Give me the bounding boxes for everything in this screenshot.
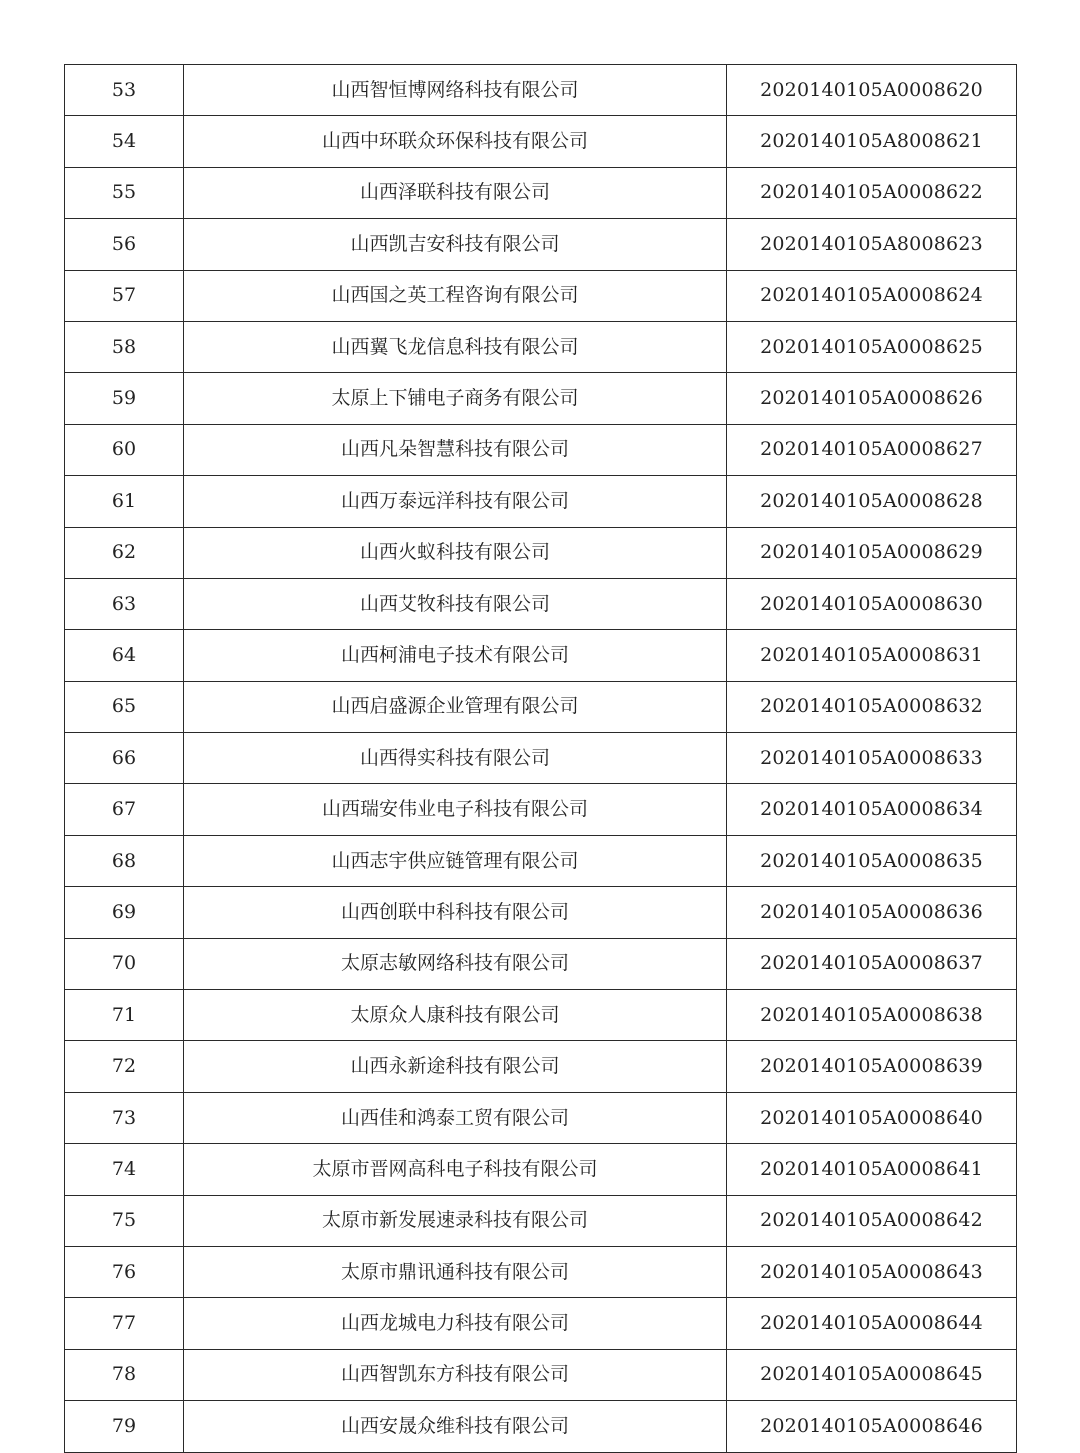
table-row	[65, 990, 1017, 1041]
company-name-cell: 太原市新发展速录科技有限公司	[184, 1195, 727, 1246]
registration-code-cell: 2020140105A0008624	[727, 270, 1017, 321]
company-name-cell: 山西中环联众环保科技有限公司	[184, 116, 727, 167]
registration-code-cell: 2020140105A0008631	[727, 630, 1017, 681]
table-row	[65, 938, 1017, 989]
registration-code-cell: 2020140105A0008638	[727, 990, 1017, 1041]
table-row	[65, 578, 1017, 629]
table-row	[65, 424, 1017, 475]
company-name-cell: 太原上下铺电子商务有限公司	[184, 373, 727, 424]
company-name-cell: 山西创联中科科技有限公司	[184, 887, 727, 938]
row-number-cell: 69	[65, 887, 184, 938]
table-row	[65, 476, 1017, 527]
company-name-cell: 太原众人康科技有限公司	[184, 990, 727, 1041]
company-name-cell: 太原志敏网络科技有限公司	[184, 938, 727, 989]
company-name-cell: 山西柯浦电子技术有限公司	[184, 630, 727, 681]
row-number-cell: 68	[65, 835, 184, 886]
row-number-cell: 70	[65, 938, 184, 989]
table-row	[65, 373, 1017, 424]
registration-code-cell: 2020140105A0008622	[727, 167, 1017, 218]
table-row	[65, 270, 1017, 321]
company-name-cell: 山西佳和鸿泰工贸有限公司	[184, 1092, 727, 1143]
table-row	[65, 733, 1017, 784]
company-name-cell: 山西万泰远洋科技有限公司	[184, 476, 727, 527]
row-number-cell: 71	[65, 990, 184, 1041]
company-name-cell: 山西得实科技有限公司	[184, 733, 727, 784]
row-number-cell: 54	[65, 116, 184, 167]
company-name-cell: 太原市晋网高科电子科技有限公司	[184, 1144, 727, 1195]
registration-code-cell: 2020140105A0008625	[727, 321, 1017, 372]
registration-code-cell: 2020140105A8008621	[727, 116, 1017, 167]
row-number-cell: 53	[65, 65, 184, 116]
registration-code-cell: 2020140105A0008634	[727, 784, 1017, 835]
row-number-cell: 74	[65, 1144, 184, 1195]
company-registry-table	[64, 64, 1017, 1453]
registration-code-cell: 2020140105A0008642	[727, 1195, 1017, 1246]
registration-code-cell: 2020140105A0008630	[727, 578, 1017, 629]
table-row	[65, 1246, 1017, 1297]
company-name-cell: 山西瑞安伟业电子科技有限公司	[184, 784, 727, 835]
registration-code-cell: 2020140105A0008635	[727, 835, 1017, 886]
registration-code-cell: 2020140105A0008629	[727, 527, 1017, 578]
row-number-cell: 63	[65, 578, 184, 629]
registration-code-cell: 2020140105A0008637	[727, 938, 1017, 989]
company-name-cell: 山西泽联科技有限公司	[184, 167, 727, 218]
row-number-cell: 64	[65, 630, 184, 681]
company-name-cell: 太原市鼎讯通科技有限公司	[184, 1246, 727, 1297]
row-number-cell: 76	[65, 1246, 184, 1297]
registration-code-cell: 2020140105A0008628	[727, 476, 1017, 527]
company-name-cell: 山西艾牧科技有限公司	[184, 578, 727, 629]
table-row	[65, 784, 1017, 835]
table-row	[65, 1298, 1017, 1349]
registration-code-cell: 2020140105A0008641	[727, 1144, 1017, 1195]
company-name-cell: 山西龙城电力科技有限公司	[184, 1298, 727, 1349]
table-row	[65, 835, 1017, 886]
registration-code-cell: 2020140105A0008632	[727, 681, 1017, 732]
company-name-cell: 山西火蚁科技有限公司	[184, 527, 727, 578]
company-name-cell: 山西永新途科技有限公司	[184, 1041, 727, 1092]
registration-code-cell: 2020140105A0008645	[727, 1349, 1017, 1400]
table-row	[65, 167, 1017, 218]
table-row	[65, 116, 1017, 167]
company-name-cell: 山西安晟众维科技有限公司	[184, 1401, 727, 1452]
table-row	[65, 1041, 1017, 1092]
registration-code-cell: 2020140105A0008636	[727, 887, 1017, 938]
row-number-cell: 61	[65, 476, 184, 527]
table-row	[65, 1401, 1017, 1452]
row-number-cell: 75	[65, 1195, 184, 1246]
table-row	[65, 1144, 1017, 1195]
row-number-cell: 57	[65, 270, 184, 321]
company-name-cell: 山西凯吉安科技有限公司	[184, 219, 727, 270]
row-number-cell: 62	[65, 527, 184, 578]
registration-code-cell: 2020140105A8008623	[727, 219, 1017, 270]
registry-table-body	[65, 65, 1017, 1453]
row-number-cell: 66	[65, 733, 184, 784]
table-row	[65, 65, 1017, 116]
registration-code-cell: 2020140105A0008633	[727, 733, 1017, 784]
registration-code-cell: 2020140105A0008620	[727, 65, 1017, 116]
registration-code-cell: 2020140105A0008626	[727, 373, 1017, 424]
company-name-cell: 山西智恒博网络科技有限公司	[184, 65, 727, 116]
row-number-cell: 60	[65, 424, 184, 475]
row-number-cell: 65	[65, 681, 184, 732]
table-row	[65, 527, 1017, 578]
table-row	[65, 1349, 1017, 1400]
table-row	[65, 219, 1017, 270]
row-number-cell: 67	[65, 784, 184, 835]
row-number-cell: 72	[65, 1041, 184, 1092]
registration-code-cell: 2020140105A0008640	[727, 1092, 1017, 1143]
table-row	[65, 630, 1017, 681]
registration-code-cell: 2020140105A0008646	[727, 1401, 1017, 1452]
row-number-cell: 56	[65, 219, 184, 270]
company-name-cell: 山西国之英工程咨询有限公司	[184, 270, 727, 321]
company-name-cell: 山西翼飞龙信息科技有限公司	[184, 321, 727, 372]
company-name-cell: 山西启盛源企业管理有限公司	[184, 681, 727, 732]
company-name-cell: 山西凡朵智慧科技有限公司	[184, 424, 727, 475]
row-number-cell: 55	[65, 167, 184, 218]
row-number-cell: 78	[65, 1349, 184, 1400]
row-number-cell: 59	[65, 373, 184, 424]
registration-code-cell: 2020140105A0008639	[727, 1041, 1017, 1092]
registration-code-cell: 2020140105A0008643	[727, 1246, 1017, 1297]
company-name-cell: 山西智凯东方科技有限公司	[184, 1349, 727, 1400]
registration-code-cell: 2020140105A0008644	[727, 1298, 1017, 1349]
row-number-cell: 79	[65, 1401, 184, 1452]
table-row	[65, 681, 1017, 732]
row-number-cell: 58	[65, 321, 184, 372]
table-row	[65, 1195, 1017, 1246]
registration-code-cell: 2020140105A0008627	[727, 424, 1017, 475]
company-name-cell: 山西志宇供应链管理有限公司	[184, 835, 727, 886]
table-row	[65, 321, 1017, 372]
row-number-cell: 73	[65, 1092, 184, 1143]
row-number-cell: 77	[65, 1298, 184, 1349]
table-row	[65, 887, 1017, 938]
table-row	[65, 1092, 1017, 1143]
